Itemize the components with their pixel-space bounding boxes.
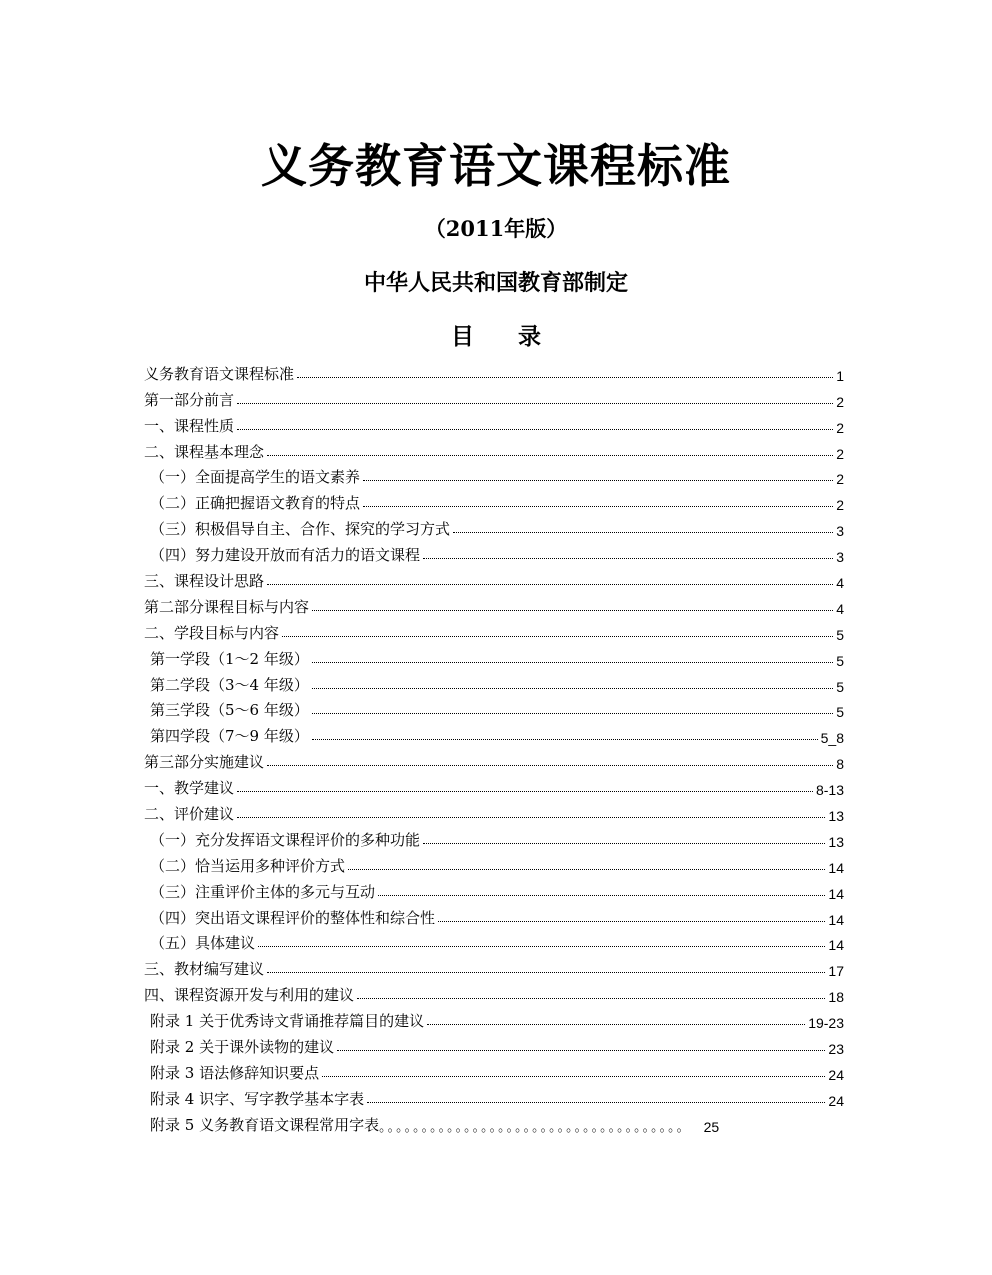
dot-leader	[297, 377, 833, 378]
toc-entry-label: 三、教材编写建议	[144, 960, 265, 979]
toc-entry-label: （五）具体建议	[150, 934, 256, 953]
toc-entry-label: 第二部分课程目标与内容	[144, 597, 310, 616]
dot-leader	[312, 610, 833, 611]
toc-entry[interactable]	[144, 513, 844, 539]
toc-entry-page: 3	[836, 549, 844, 566]
toc-entry-page: 25	[703, 1118, 720, 1135]
dot-leader	[237, 403, 833, 404]
toc-entry[interactable]	[144, 487, 844, 513]
toc-entry[interactable]	[144, 591, 844, 617]
toc-entry-page: 17	[828, 963, 844, 980]
dot-leader	[312, 688, 833, 689]
toc-entry-label: 义务教育语文课程标准	[144, 364, 295, 383]
issuer-label: 中华人民共和国教育部制定	[363, 270, 628, 296]
dot-leader	[267, 765, 833, 766]
toc-entry[interactable]	[144, 1057, 844, 1083]
toc-heading	[0, 318, 992, 351]
toc-entry-page: 1	[836, 367, 844, 384]
toc-entry-page: 5	[836, 678, 844, 695]
toc-entry[interactable]	[144, 462, 844, 488]
dot-leader	[312, 662, 833, 663]
toc-entry-page: 3	[836, 523, 844, 540]
toc-entry-label: 一、教学建议	[144, 779, 235, 798]
toc-entry[interactable]	[144, 979, 844, 1005]
toc-entry-label: （一）充分发挥语文课程评价的多种功能	[150, 830, 421, 849]
toc-entry-label: 第一学段（1～2 年级）	[150, 649, 309, 668]
toc-entry-label: 第三部分实施建议	[144, 753, 265, 772]
document-title: 义务教育语文课程标准	[261, 139, 731, 193]
toc-entry[interactable]	[144, 617, 844, 643]
dot-leader	[423, 558, 833, 559]
toc-heading-right: 录	[518, 323, 541, 350]
dot-leader	[348, 869, 825, 870]
toc-entry[interactable]	[144, 695, 844, 721]
dot-leader	[438, 921, 825, 922]
dot-leader	[363, 506, 833, 507]
toc-entry[interactable]	[144, 902, 844, 928]
toc-entry-label: 四、课程资源开发与利用的建议	[144, 986, 355, 1005]
toc-entry-page: 18	[828, 989, 844, 1006]
toc-entry[interactable]	[144, 643, 844, 669]
dot-leader	[267, 972, 825, 973]
toc-entry-page: 23	[828, 1041, 844, 1058]
toc-entry[interactable]	[144, 746, 844, 772]
toc-entry[interactable]	[144, 384, 844, 410]
toc-entry[interactable]	[144, 720, 844, 746]
toc-entry-label: （二）恰当运用多种评价方式	[150, 856, 346, 875]
dot-leader	[312, 739, 818, 740]
dot-leader	[423, 843, 825, 844]
toc-entry-label: 二、评价建议	[144, 805, 235, 824]
toc-entry[interactable]	[144, 850, 844, 876]
toc-entry-page: 2	[836, 445, 844, 462]
dot-leader	[267, 584, 833, 585]
toc-entry-page: 4	[836, 600, 844, 617]
toc-entry-page: 14	[828, 937, 844, 954]
dot-leader	[237, 429, 833, 430]
toc-entry-page: 2	[836, 419, 844, 436]
toc-entry[interactable]	[144, 1005, 844, 1031]
toc-entry-label: （四）努力建设开放而有活力的语文课程	[150, 546, 421, 565]
toc-entry-label: 附录 3 语法修辞知识要点	[150, 1063, 320, 1082]
dot-leader	[427, 1024, 805, 1025]
toc-entry[interactable]	[144, 669, 844, 695]
toc-entry-page: 5	[836, 704, 844, 721]
toc-entry-label: （三）积极倡导自主、合作、探究的学习方式	[150, 520, 451, 539]
toc-entry-page: 13	[828, 808, 844, 825]
toc-entry[interactable]	[144, 358, 844, 384]
toc-entry-label: 第四学段（7～9 年级）	[150, 727, 309, 746]
toc-entry-page: 2	[836, 471, 844, 488]
dot-leader	[357, 998, 825, 999]
toc-entry-label: 第一部分前言	[144, 390, 235, 409]
toc-entry-label: （三）注重评价主体的多元与互动	[150, 882, 376, 901]
toc-entry-page: 2	[836, 393, 844, 410]
toc-entry[interactable]	[144, 565, 844, 591]
toc-entry-page: 13	[828, 833, 844, 850]
toc-entry-page: 24	[828, 1092, 844, 1109]
toc-entry-label: 附录 4 识字、写字教学基本字表	[150, 1089, 365, 1108]
toc-entry-label: 第三学段（5～6 年级）	[150, 701, 309, 720]
toc-entry[interactable]	[144, 928, 844, 954]
table-of-contents	[144, 358, 844, 1135]
toc-entry-page: 14	[828, 859, 844, 876]
toc-entry[interactable]	[144, 824, 844, 850]
toc-entry-label: 附录 5 义务教育语文课程常用字表	[150, 1115, 380, 1134]
toc-entry-page: 24	[828, 1066, 844, 1083]
toc-entry-label: 三、课程设计思路	[144, 572, 265, 591]
dot-leader	[378, 895, 825, 896]
toc-entry[interactable]	[144, 410, 844, 436]
toc-entry[interactable]	[144, 876, 844, 902]
toc-entry-page: 5	[836, 626, 844, 643]
dot-leader	[367, 1102, 825, 1103]
dot-leader	[322, 1076, 825, 1077]
toc-entry-page: 8-13	[815, 782, 844, 799]
toc-entry[interactable]	[144, 1083, 844, 1109]
toc-entry-label: 附录 1 关于优秀诗文背诵推荐篇目的建议	[150, 1012, 425, 1031]
edition-label: （2011年版）	[424, 216, 568, 241]
toc-entry[interactable]	[144, 539, 844, 565]
toc-entry-label: 二、课程基本理念	[144, 442, 265, 461]
dot-leader	[337, 1050, 825, 1051]
dot-leader	[258, 946, 825, 947]
dot-leader	[282, 636, 833, 637]
toc-entry[interactable]	[144, 772, 844, 798]
toc-entry-label: 附录 2 关于课外读物的建议	[150, 1038, 335, 1057]
toc-entry-label: （二）正确把握语文教育的特点	[150, 494, 361, 513]
toc-entry-page: 2	[836, 497, 844, 514]
toc-entry-page: 8	[836, 756, 844, 773]
toc-entry[interactable]	[144, 436, 844, 462]
dot-leader	[237, 791, 813, 792]
toc-entry[interactable]	[144, 798, 844, 824]
toc-entry-page: 5_8	[820, 730, 844, 747]
toc-entry[interactable]	[144, 1031, 844, 1057]
toc-heading-left: 目	[451, 323, 474, 350]
toc-entry-label: （四）突出语文课程评价的整体性和综合性	[150, 908, 436, 927]
toc-entry-label: 二、学段目标与内容	[144, 623, 280, 642]
toc-entry-page: 14	[828, 911, 844, 928]
toc-entry-label: （一）全面提高学生的语文素养	[150, 468, 361, 487]
toc-entry-label: 第二学段（3～4 年级）	[150, 675, 309, 694]
toc-entry-page: 14	[828, 885, 844, 902]
toc-entry-page: 5	[836, 652, 844, 669]
toc-entry-page: 19-23	[808, 1015, 844, 1032]
dot-leader: 。。。。。。。。。。。。。。。。。。。。。。。。。。。。。。。。。。。。	[379, 1119, 692, 1135]
dot-leader	[363, 480, 833, 481]
toc-entry-label: 一、课程性质	[144, 416, 235, 435]
dot-leader	[312, 713, 833, 714]
toc-entry[interactable]	[144, 953, 844, 979]
dot-leader	[267, 455, 833, 456]
toc-entry-page: 4	[836, 575, 844, 592]
dot-leader	[453, 532, 833, 533]
dot-leader	[237, 817, 825, 818]
toc-entry[interactable]	[144, 1109, 844, 1135]
